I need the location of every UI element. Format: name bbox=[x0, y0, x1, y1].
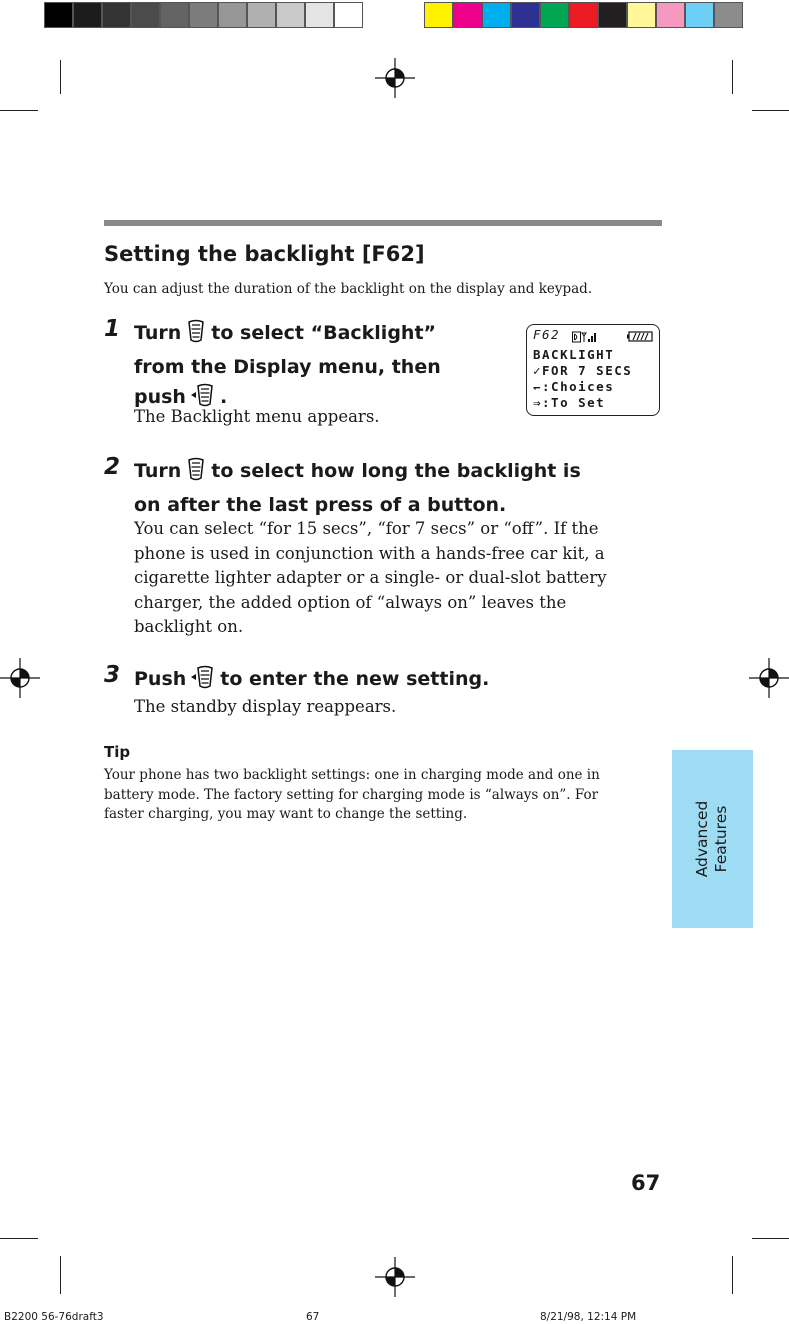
footer-timestamp: 8/21/98, 12:14 PM bbox=[540, 1311, 637, 1323]
battery-icon bbox=[627, 331, 653, 342]
step-number: 2 bbox=[104, 454, 121, 480]
gray-swatch bbox=[276, 2, 305, 28]
gray-swatch bbox=[102, 2, 131, 28]
gray-swatch bbox=[44, 2, 73, 28]
section-title: Setting the backlight [F62] bbox=[104, 242, 425, 266]
registration-mark-icon bbox=[375, 58, 415, 98]
lcd-line: ⇒:To Set bbox=[533, 395, 606, 410]
step-heading bbox=[134, 318, 441, 417]
crop-mark bbox=[732, 1256, 733, 1294]
crop-mark bbox=[752, 1238, 789, 1239]
jog-dial-icon bbox=[185, 318, 207, 353]
color-swatch bbox=[453, 2, 482, 28]
lcd-function-code: F62 bbox=[533, 327, 561, 342]
tip-heading: Tip bbox=[104, 743, 131, 761]
page-number: 67 bbox=[631, 1171, 661, 1195]
crop-mark bbox=[0, 1238, 38, 1239]
jog-dial-icon bbox=[185, 456, 207, 491]
lcd-line: ↽:Choices bbox=[533, 379, 615, 394]
lcd-line: ✓FOR 7 SECS bbox=[533, 363, 633, 378]
registration-mark-icon bbox=[0, 658, 40, 698]
gray-swatch bbox=[131, 2, 160, 28]
signal-strength-icon bbox=[572, 331, 598, 343]
step-heading-line: from the Display menu, then bbox=[134, 356, 441, 378]
gray-swatch bbox=[247, 2, 276, 28]
tip-body: Your phone has two backlight settings: one in charging mode and one in battery mode. The factory setting for charging mode is “always on”. For faster charging, you may want to change the setting. bbox=[104, 767, 600, 822]
footer-page: 67 bbox=[306, 1311, 320, 1323]
color-swatch bbox=[511, 2, 540, 28]
color-swatch bbox=[424, 2, 453, 28]
jog-push-icon: ⇒ bbox=[533, 395, 543, 410]
color-swatch bbox=[598, 2, 627, 28]
step-heading bbox=[134, 456, 581, 520]
gray-swatch bbox=[73, 2, 102, 28]
crop-mark bbox=[752, 110, 789, 111]
crop-mark bbox=[60, 60, 61, 94]
registration-mark-icon bbox=[375, 1257, 415, 1297]
step-number: 1 bbox=[104, 316, 121, 342]
side-tab-label: Advanced Features bbox=[693, 800, 730, 878]
crop-mark bbox=[732, 60, 733, 94]
section-intro: You can adjust the duration of the backlight on the display and keypad. bbox=[104, 281, 593, 297]
step-number: 3 bbox=[104, 662, 121, 688]
step-heading-line: Turn to select how long the backlight is bbox=[134, 456, 581, 491]
gray-swatch bbox=[160, 2, 189, 28]
step-heading-line: on after the last press of a button. bbox=[134, 494, 507, 516]
step-heading-line: Push to enter the new setting. bbox=[134, 664, 489, 699]
lcd-line: BACKLIGHT bbox=[533, 347, 615, 362]
gray-swatch bbox=[305, 2, 334, 28]
color-swatch bbox=[714, 2, 743, 28]
color-swatch bbox=[685, 2, 714, 28]
step-body: The standby display reappears. bbox=[134, 697, 397, 716]
step-body: The Backlight menu appears. bbox=[134, 407, 380, 426]
crop-mark bbox=[60, 1256, 61, 1294]
checkmark-icon: ✓ bbox=[533, 363, 543, 378]
step-heading-line: Turn to select “Backlight” bbox=[134, 318, 441, 353]
jog-dial-press-icon bbox=[190, 664, 216, 699]
lcd-display bbox=[526, 324, 660, 416]
color-swatch bbox=[482, 2, 511, 28]
gray-swatch bbox=[218, 2, 247, 28]
jog-turn-icon: ↽ bbox=[533, 379, 543, 394]
color-swatch bbox=[656, 2, 685, 28]
registration-mark-icon bbox=[749, 658, 789, 698]
crop-mark bbox=[0, 110, 38, 111]
color-swatch bbox=[627, 2, 656, 28]
gray-swatch bbox=[334, 2, 363, 28]
step-heading bbox=[134, 664, 489, 699]
step-body: You can select “for 15 secs”, “for 7 secs” or “off”. If the phone is used in conjunction with a hands-free car kit, a cigarette lighter adapter or a single- or dual-slot battery charger, the added option of “always on” leaves the backlight on. bbox=[134, 519, 607, 636]
gray-swatch bbox=[189, 2, 218, 28]
section-rule bbox=[104, 220, 662, 226]
color-swatch bbox=[540, 2, 569, 28]
footer-file-name: B2200 56-76draft3 bbox=[4, 1311, 104, 1323]
step-heading-line: push . bbox=[134, 382, 441, 417]
color-swatch bbox=[569, 2, 598, 28]
